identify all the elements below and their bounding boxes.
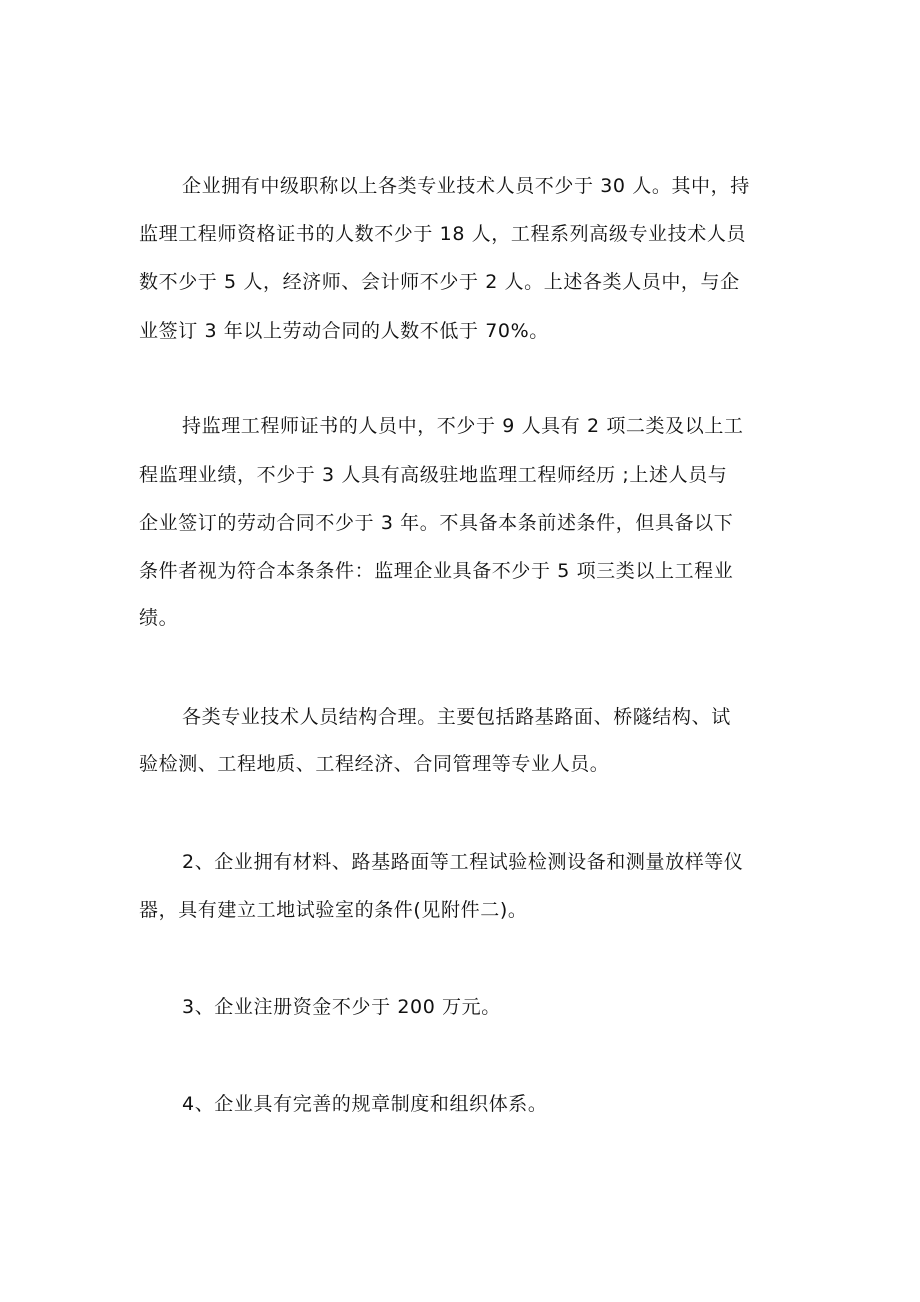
paragraph-6-line-1: 4、企业具有完善的规章制度和组织体系。 <box>182 1093 548 1115</box>
paragraph-2-line-3: 企业签订的劳动合同不少于 3 年。不具备本条前述条件，但具备以下 <box>139 512 734 534</box>
paragraph-3-line-1: 各类专业技术人员结构合理。主要包括路基路面、桥隧结构、试 <box>182 706 731 728</box>
paragraph-2-line-1: 持监理工程师证书的人员中，不少于 9 人具有 2 项二类及以上工 <box>182 415 744 437</box>
paragraph-1-line-1: 企业拥有中级职称以上各类专业技术人员不少于 30 人。其中，持 <box>182 175 750 197</box>
paragraph-2-line-4: 条件者视为符合本条条件：监理企业具备不少于 5 项三类以上工程业 <box>139 560 734 582</box>
paragraph-2-line-5: 绩。 <box>139 607 179 629</box>
paragraph-4-line-2: 器，具有建立工地试验室的条件(见附件二)。 <box>139 899 528 921</box>
paragraph-5-line-1: 3、企业注册资金不少于 200 万元。 <box>182 996 501 1018</box>
paragraph-1-line-2: 监理工程师资格证书的人数不少于 18 人，工程系列高级专业技术人员 <box>139 223 747 245</box>
paragraph-2-line-2: 程监理业绩，不少于 3 人具有高级驻地监理工程师经历 ;上述人员与 <box>139 464 728 486</box>
paragraph-1-line-3: 数不少于 5 人，经济师、会计师不少于 2 人。上述各类人员中，与企 <box>139 271 740 293</box>
paragraph-4-line-1: 2、企业拥有材料、路基路面等工程试验检测设备和测量放样等仪 <box>182 851 744 873</box>
paragraph-3-line-2: 验检测、工程地质、工程经济、合同管理等专业人员。 <box>139 753 610 775</box>
paragraph-1-line-4: 业签订 3 年以上劳动合同的人数不低于 70%。 <box>139 320 549 342</box>
